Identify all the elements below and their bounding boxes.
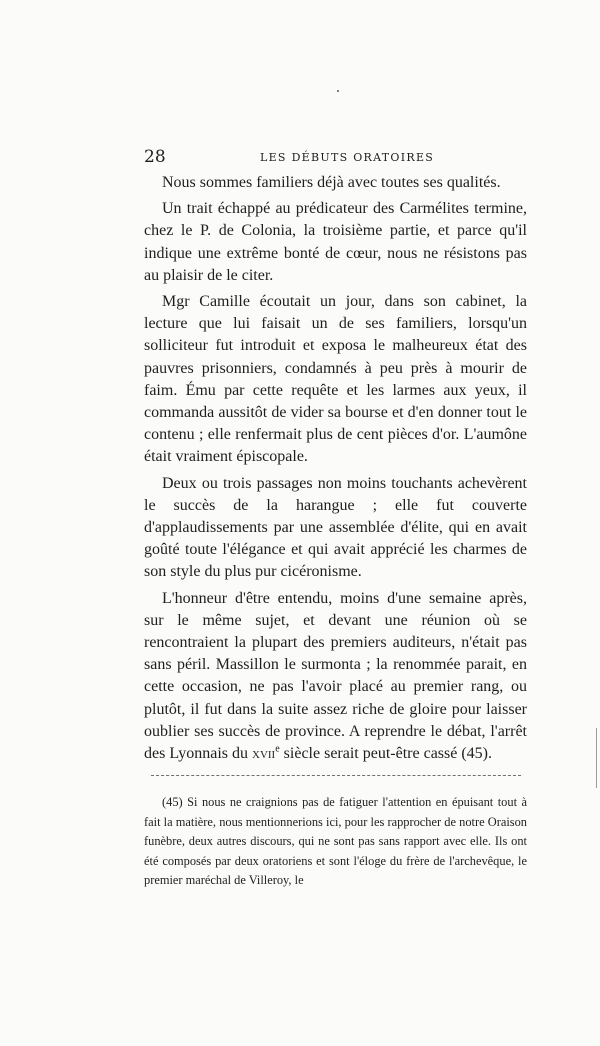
footnote-text: (45) Si nous ne craignions pas de fatiguer l'attention en épuisant tout à fait la matière, nous mentionnerions ici, pour les rapprocher de notre Oraison funèbre, deux autres discours, qui ne sont pas sans rapport avec elle. Ils ont été composés par deux oratoriens et sont l'éloge du frère de l'archevêque, le premier maréchal de Villeroy, le (144, 795, 527, 888)
paragraph: Deux ou trois passages non moins touchants achevèrent le succès de la harangue ; elle fut couverte d'applaudissements par une assemblée d'élite, qui en avait goûté toute l'élégance et qui avait apprécié les charmes de son style du plus pur cicéronisme. (144, 474, 527, 581)
paragraph: Nous sommes familiers déjà avec toutes ses qualités. (162, 174, 501, 191)
paragraph: Mgr Camille écoutait un jour, dans son cabinet, la lecture que lui faisait un de ses familiers, lorsqu'un solliciteur fut introduit et exposa le malheureux état des pauvres prisonniers, condamnés à peu près à mourir de faim. Ému par cette requête et les larmes aux yeux, il commanda aussitôt de vider sa bourse et d'en donner tout le contenu ; elle renfermait plus de cent pièces d'or. L'aumône était vraiment épiscopale. (144, 293, 527, 466)
ink-speck (337, 90, 339, 92)
margin-mark (596, 728, 597, 788)
main-text (144, 172, 527, 765)
footnote-divider (151, 775, 521, 776)
paragraph: Un trait échappé au prédicateur des Carmélites termine, chez le P. de Colonia, la troisième partie, et parce qu'il indique une extrême bonté de cœur, nous ne résistons pas au plaisir de le citer. (144, 200, 527, 284)
century-numeral: xvii (252, 745, 276, 763)
page-number: 28 (144, 147, 166, 167)
footnote (144, 793, 527, 891)
running-title: LES DÉBUTS ORATOIRES (260, 151, 435, 164)
century-superscript: e (275, 743, 280, 755)
paragraph-last-tail: siècle serait peut-être cassé (45). (279, 745, 493, 763)
paragraph-last-main: L'honneur d'être entendu, moins d'une semaine après, sur le même sujet, et devant une réunion où se rencontraient la plupart des premiers auditeurs, n'était pas sans péril. Massillon le surmonta ; la renommée parait, en cette occasion, ne pas l'avoir placé au premier rang, ou plutôt, il fut dans la suite assez riche de gloire pour laisser oublier ses succès de province. A reprendre le débat, l'arrêt des Lyonnais du (144, 589, 527, 763)
paragraph-last (144, 588, 527, 766)
